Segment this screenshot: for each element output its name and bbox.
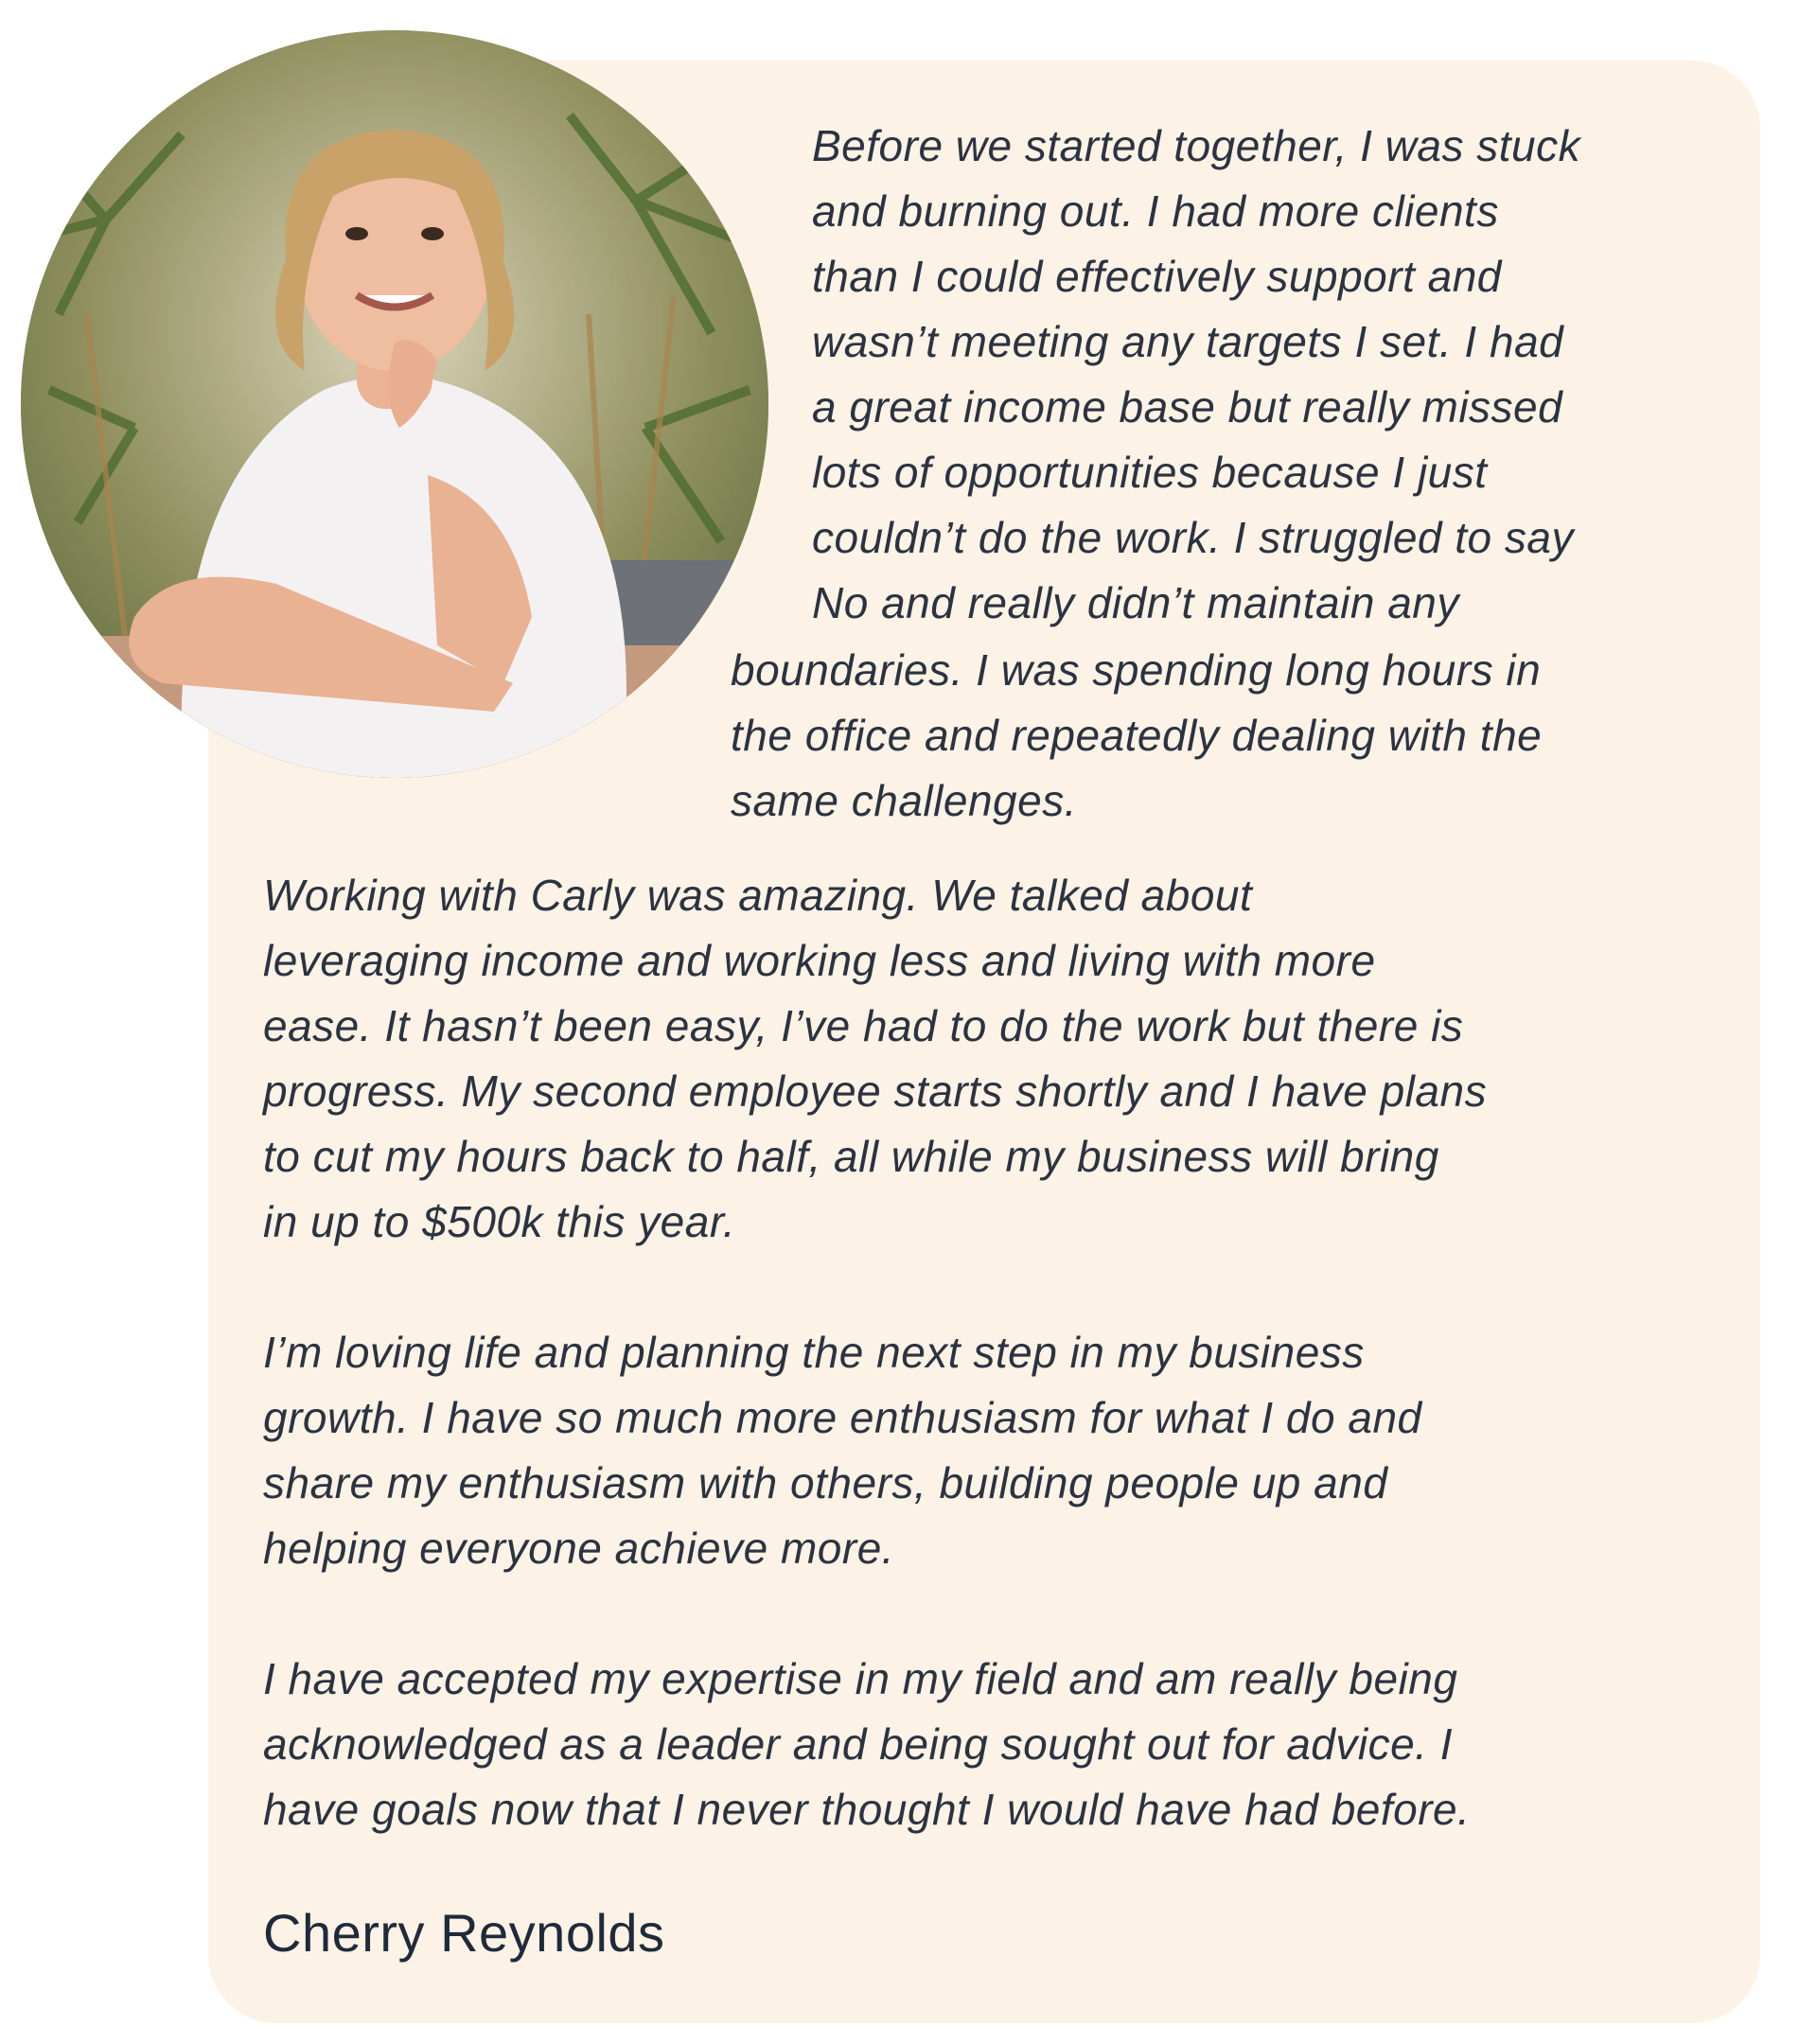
paragraph-line: in up to $500k this year. <box>263 1197 736 1246</box>
intro-line: boundaries. I was spending long hours in <box>731 645 1542 695</box>
portrait-photo <box>21 30 768 778</box>
paragraph-line: share my enthusiasm with others, building people up and <box>263 1458 1388 1507</box>
intro-line: Before we started together, I was stuck <box>812 121 1581 170</box>
paragraph-line: acknowledged as a leader and being sought out for advice. I <box>263 1719 1454 1769</box>
paragraph-line: ease. It hasn’t been easy, I’ve had to do the work but there is <box>263 1001 1464 1050</box>
intro-line: couldn’t do the work. I struggled to say <box>812 513 1574 562</box>
paragraph-line: progress. My second employee starts shortly and I have plans <box>263 1066 1488 1116</box>
paragraph-line: growth. I have so much more enthusiasm for what I do and <box>263 1393 1422 1442</box>
paragraph-loving-life <box>263 1320 1422 1581</box>
intro-line: than I could effectively support and <box>812 252 1502 301</box>
intro-line: lots of opportunities because I just <box>812 448 1488 497</box>
paragraph-line: leveraging income and working less and living with more <box>263 936 1376 985</box>
intro-line: the office and repeatedly dealing with the <box>731 711 1543 760</box>
intro-line: same challenges. <box>731 776 1077 825</box>
intro-line: wasn’t meeting any targets I set. I had <box>812 317 1564 366</box>
paragraph-line: Working with Carly was amazing. We talked about <box>263 871 1253 920</box>
paragraph-expertise <box>263 1647 1470 1842</box>
paragraph-line: helping everyone achieve more. <box>263 1524 895 1573</box>
intro-paragraph <box>812 114 1580 636</box>
author-name: Cherry Reynolds <box>263 1903 665 1963</box>
intro-line: and burning out. I had more clients <box>812 186 1499 236</box>
intro-line: No and really didn’t maintain any <box>812 578 1459 627</box>
intro-paragraph-continued <box>731 638 1542 834</box>
paragraph-line: I’m loving life and planning the next step in my business <box>263 1328 1365 1377</box>
paragraph-line: to cut my hours back to half, all while my business will bring <box>263 1132 1439 1181</box>
paragraph-line: I have accepted my expertise in my field and am really being <box>263 1654 1458 1703</box>
paragraph-working-with-carly <box>263 863 1487 1255</box>
intro-line: a great income base but really missed <box>812 382 1563 432</box>
paragraph-line: have goals now that I never thought I would have had before. <box>263 1785 1471 1834</box>
portrait-image <box>21 30 768 778</box>
